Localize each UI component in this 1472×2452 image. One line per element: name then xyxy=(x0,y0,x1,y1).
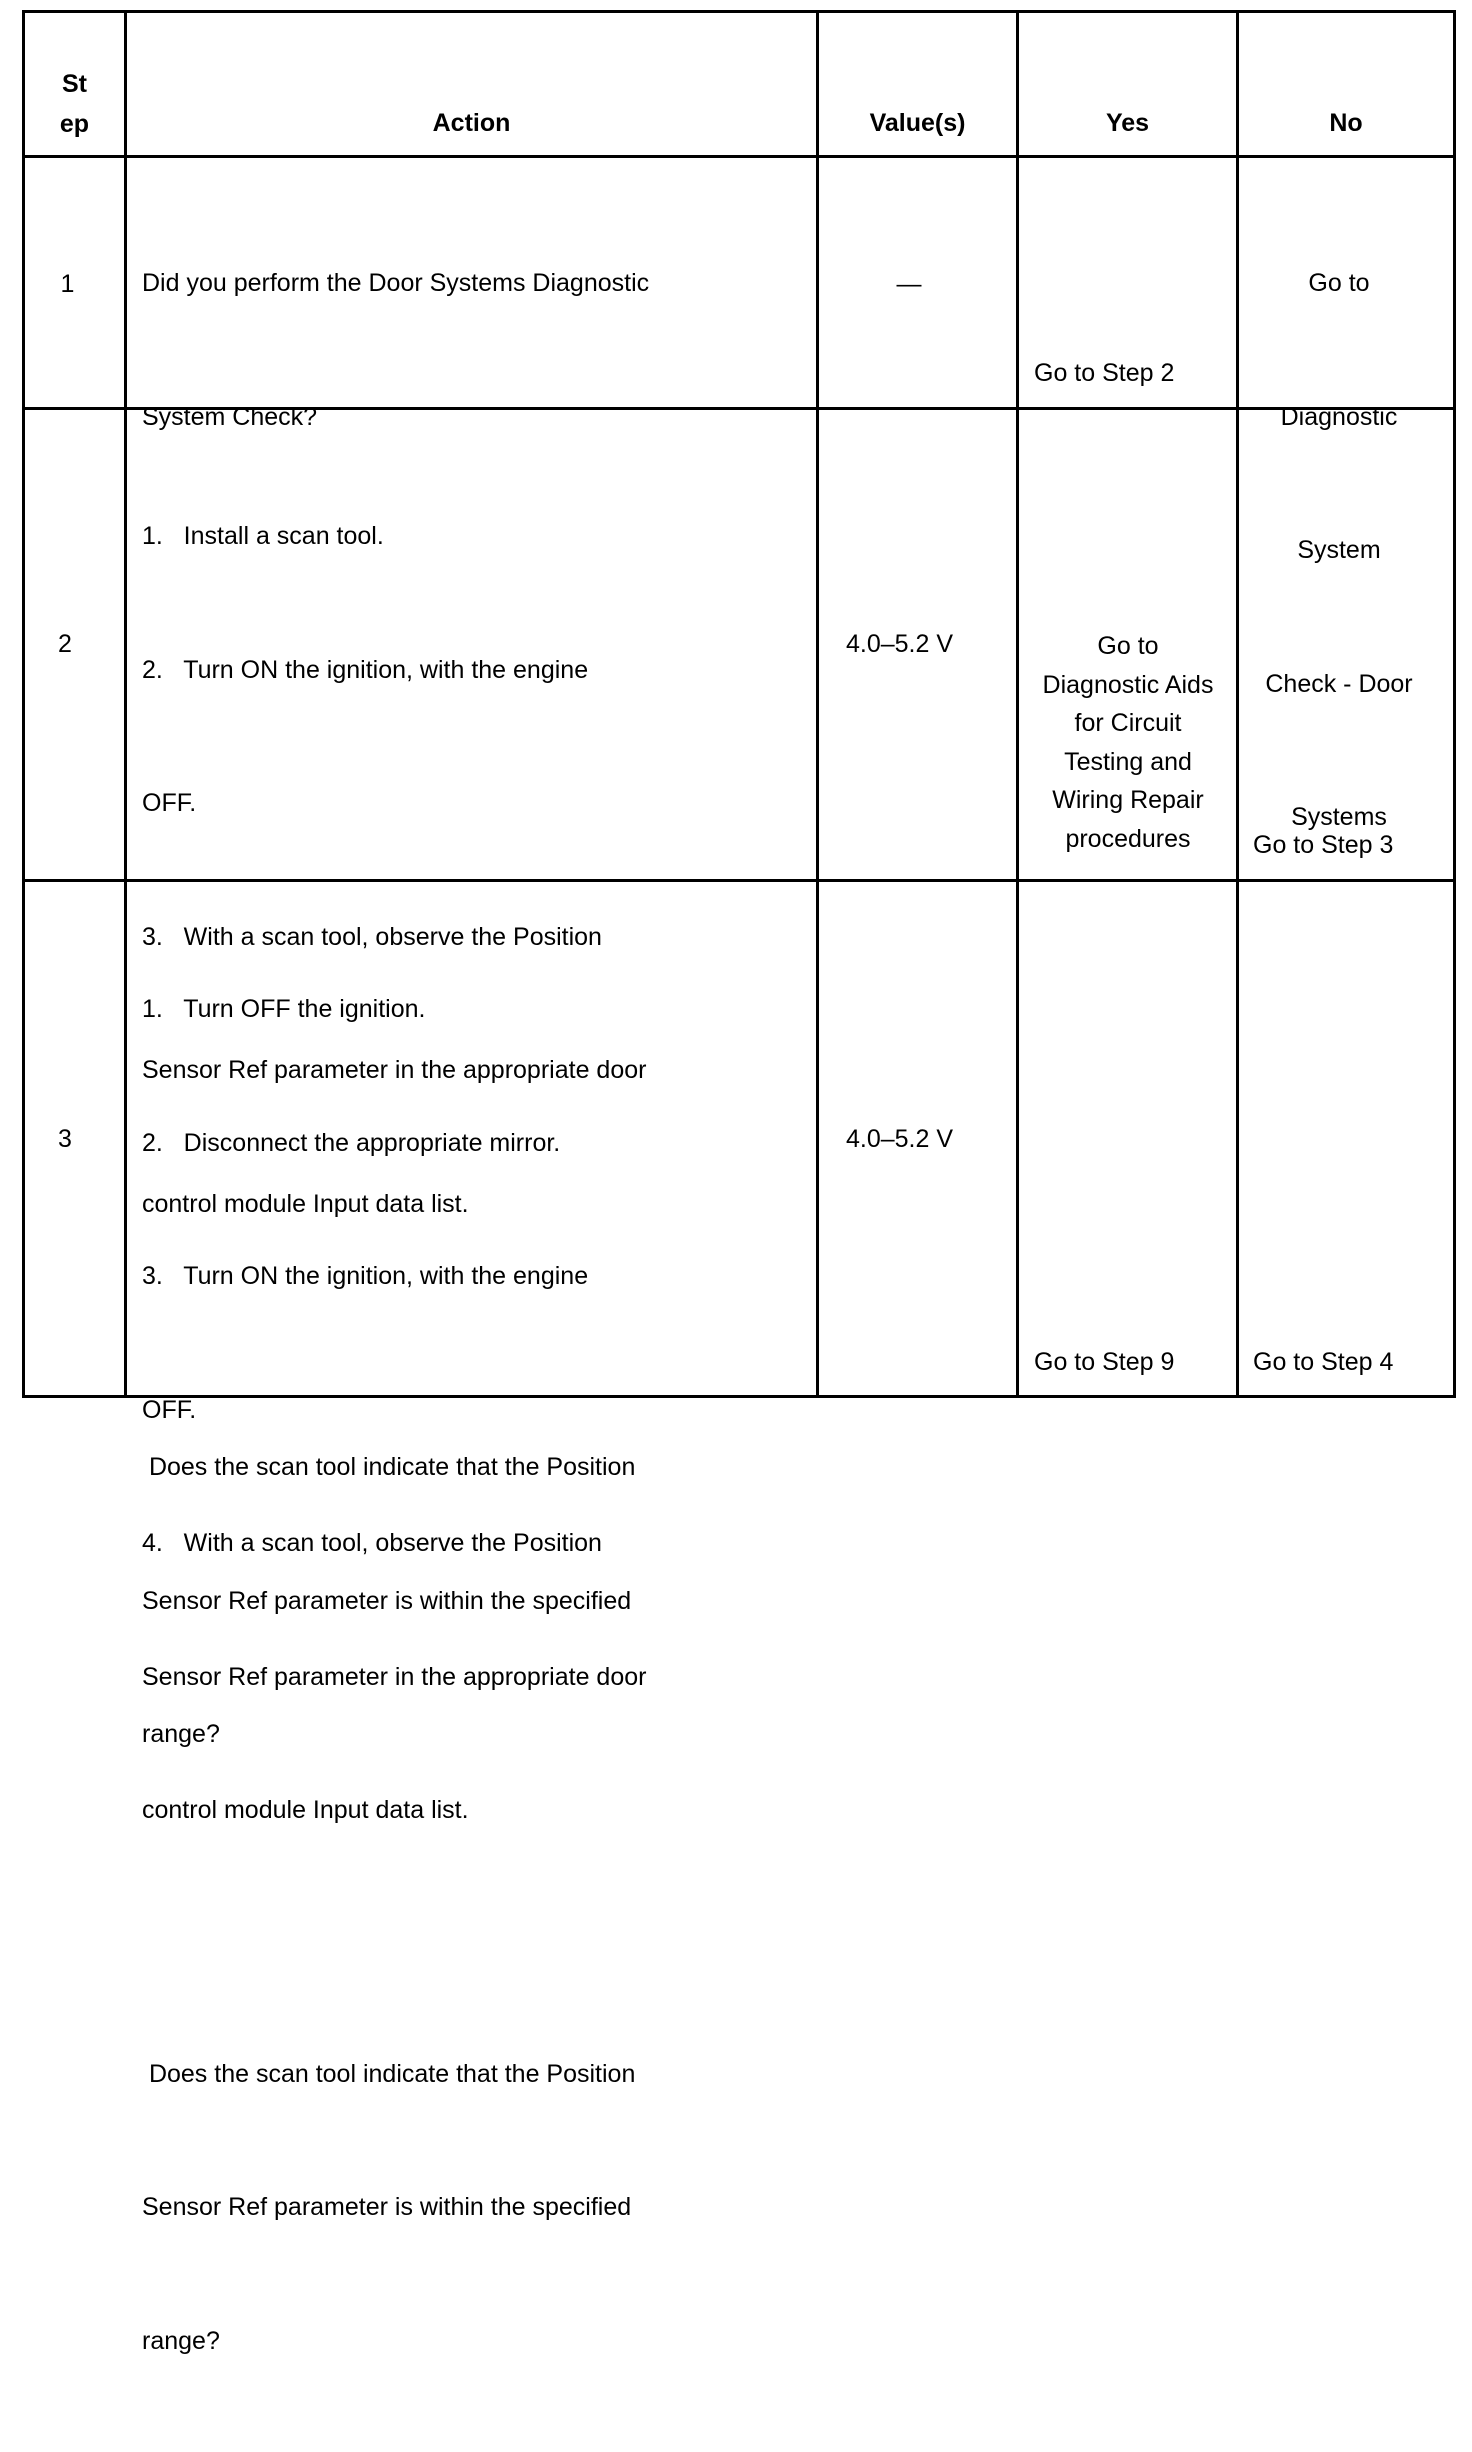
row-3-action-line: 4. With a scan tool, observe the Position xyxy=(142,1529,602,1557)
row-1-no-line: Go to xyxy=(1308,269,1370,297)
row-2-action-line: Does the scan tool indicate that the Position xyxy=(142,1453,636,1481)
row-3-action-line: OFF. xyxy=(142,1395,197,1424)
row-3-action-line: 1. Turn OFF the ignition. xyxy=(142,995,426,1023)
row-3-action-line: 2. Disconnect the appropriate mirror. xyxy=(142,1128,561,1157)
header-step xyxy=(25,64,124,144)
row-3-no: Go to Step 4 xyxy=(1253,1348,1394,1376)
row-1-action-line: System Check? xyxy=(142,402,318,431)
row-1-action-line: Did you perform the Door Systems Diagnostic xyxy=(142,269,650,297)
row-2-action-line: Sensor Ref parameter is within the specified xyxy=(142,1586,632,1615)
header-no: No xyxy=(1329,109,1363,137)
row-3-value: 4.0–5.2 V xyxy=(846,1125,954,1153)
row-2-yes-line: for Circuit xyxy=(1074,709,1182,737)
column-divider-values xyxy=(1016,10,1019,1398)
row-3-action xyxy=(142,898,646,2452)
row-2-yes-line: Diagnostic Aids xyxy=(1042,670,1214,699)
row-3-action-line: 3. Turn ON the ignition, with the engine xyxy=(142,1262,589,1290)
row-2-action-line: range? xyxy=(142,1720,220,1748)
row-2-no: Go to Step 3 xyxy=(1253,831,1394,859)
row-2-action-line: 2. Turn ON the ignition, with the engine xyxy=(142,655,589,684)
row-1-no xyxy=(1239,172,1439,929)
row-3-action-line: Sensor Ref parameter in the appropriate door xyxy=(142,1662,647,1691)
diagnostic-table xyxy=(22,10,1456,2355)
column-divider-action xyxy=(816,10,819,1398)
row-3-action-line: range? xyxy=(142,2326,220,2355)
row-3-action-line: Does the scan tool indicate that the Position xyxy=(142,2059,636,2088)
row-2-yes-line: Testing and xyxy=(1064,747,1192,776)
row-2-yes xyxy=(1026,627,1230,858)
table-border-top xyxy=(22,10,1456,13)
row-3-step: 3 xyxy=(58,1125,72,1153)
header-action: Action xyxy=(432,109,511,137)
row-2-yes-line: Wiring Repair xyxy=(1052,786,1204,814)
row-divider-header xyxy=(22,155,1456,158)
row-1-no-line: Check - Door xyxy=(1265,669,1413,698)
row-2-action-line: OFF. xyxy=(142,789,197,817)
header-step-line2: ep xyxy=(59,110,90,138)
row-2-action-line: control module Input data list. xyxy=(142,1189,469,1218)
row-1-no-line: Systems xyxy=(1291,803,1387,831)
table-border-right xyxy=(1453,10,1456,1398)
row-3-action-line: control module Input data list. xyxy=(142,1796,469,1824)
row-2-action-line: 3. With a scan tool, observe the Position xyxy=(142,922,602,951)
row-2-action-line: Sensor Ref parameter in the appropriate door xyxy=(142,1056,647,1084)
row-2-yes-line: Go to xyxy=(1097,632,1159,660)
row-1-no-line: System xyxy=(1297,536,1381,564)
row-3-action-spacer xyxy=(142,1922,646,1963)
row-3-yes: Go to Step 9 xyxy=(1034,1348,1175,1376)
row-2-action-line: 1. Install a scan tool. xyxy=(142,522,384,550)
row-1-step: 1 xyxy=(60,270,75,298)
row-1-yes: Go to Step 2 xyxy=(1034,359,1175,387)
header-values: Value(s) xyxy=(869,109,966,137)
table-border-left xyxy=(22,10,25,1398)
header-yes: Yes xyxy=(1105,109,1150,137)
row-1-no-line: Diagnostic xyxy=(1280,402,1398,431)
row-1-value: — xyxy=(896,270,922,298)
column-divider-step xyxy=(124,10,127,1398)
row-3-action-line: Sensor Ref parameter is within the specified xyxy=(142,2193,632,2221)
header-step-line1: St xyxy=(62,70,87,98)
row-2-yes-line: procedures xyxy=(1065,824,1191,853)
row-2-step: 2 xyxy=(58,630,72,658)
row-2-value: 4.0–5.2 V xyxy=(846,630,954,658)
